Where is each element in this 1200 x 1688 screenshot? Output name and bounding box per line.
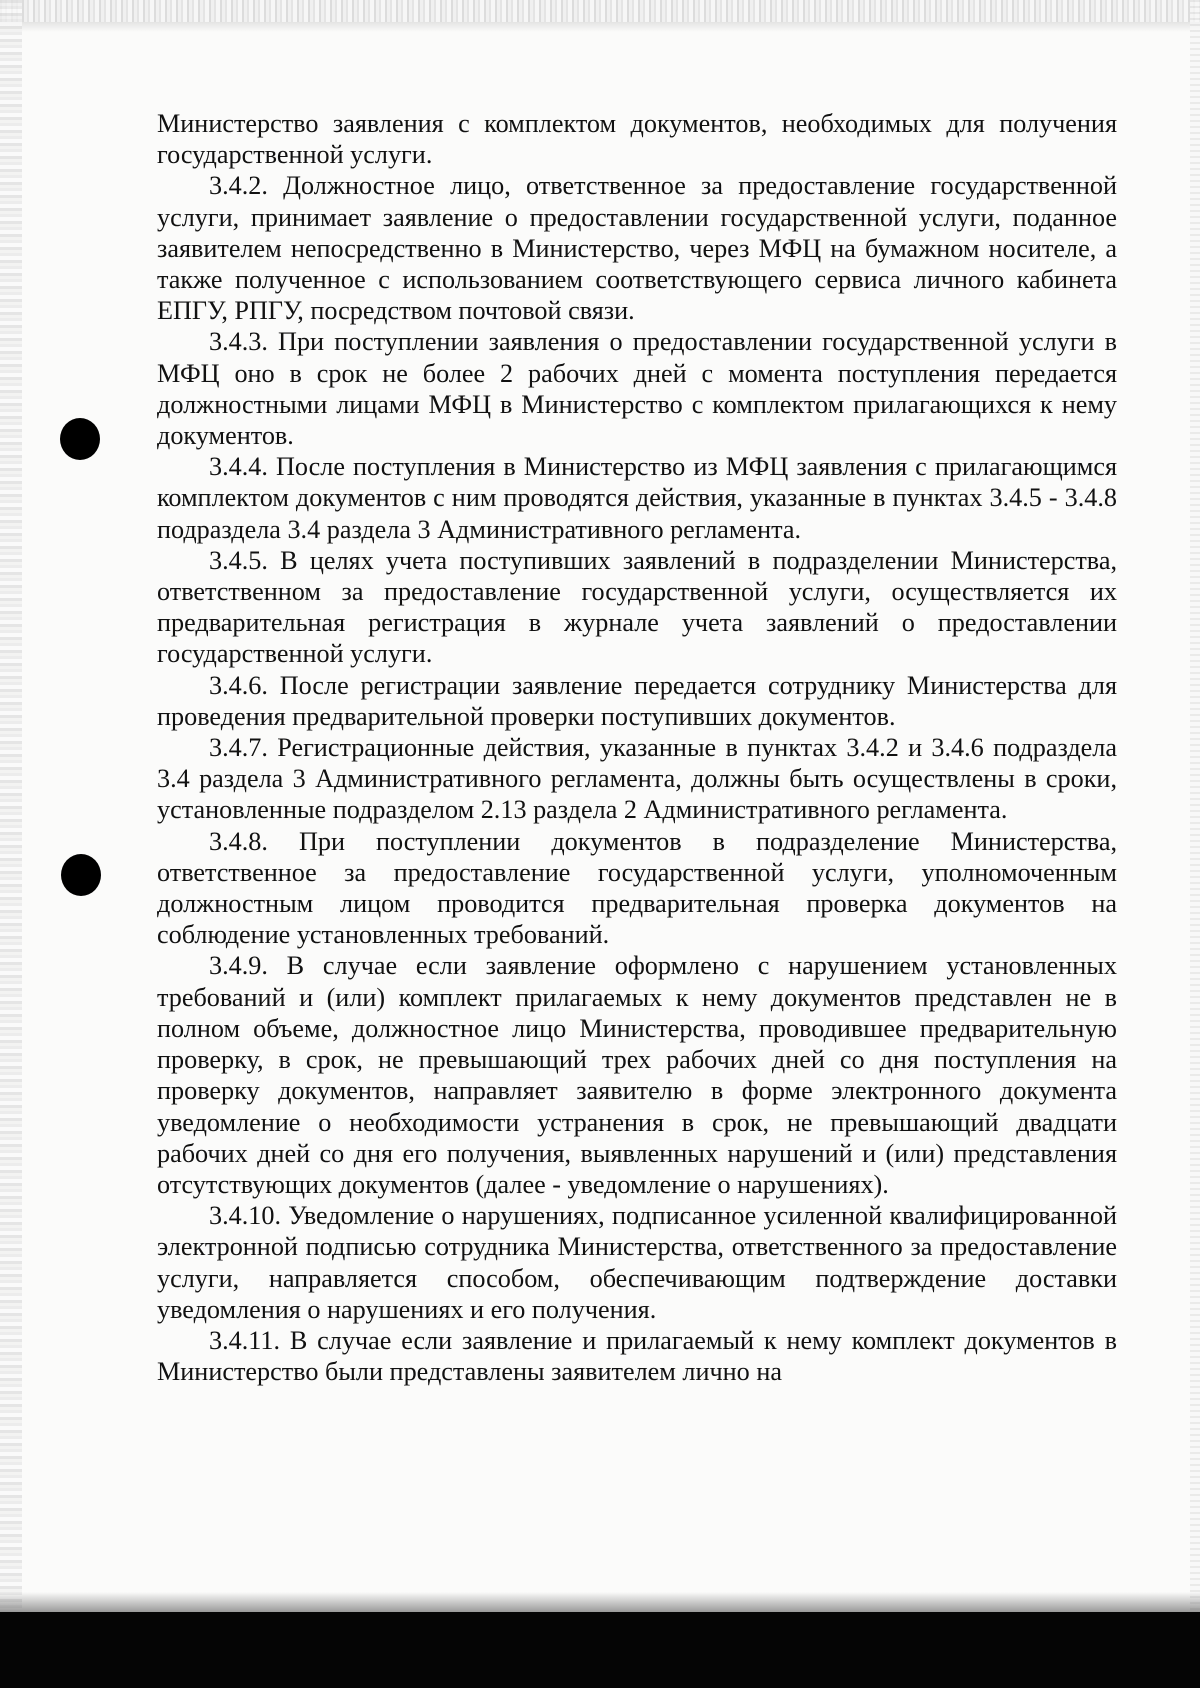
scan-black-band-bottom	[0, 1612, 1200, 1688]
document-body	[157, 108, 1117, 1387]
paragraph-3-4-4: 3.4.4. После поступления в Министерство из МФЦ заявления с прилагающимся комплектом документов с ним проводятся действия, указанные в пунктах 3.4.5 - 3.4.8 подраздела 3.4 раздела 3 Административного регламента.	[157, 452, 1117, 544]
paragraph-3-4-9: 3.4.9. В случае если заявление оформлено с нарушением установленных требований и (или) комплект прилагаемых к нему документов представлен не в полном объеме, должностное лицо Министерства, проводившее предварительную проверку, в срок, не превышающий трех рабочих дней со дня поступления на проверку документов, направляет заявителю в форме электронного документа уведомление о необходимости устранения в срок, не превышающий двадцати рабочих дней со дня его получения, выявленных нарушений и (или) представления отсутствующих документов (далее - уведомление о нарушениях).	[157, 951, 1117, 1199]
scan-noise-top	[0, 0, 1200, 22]
punch-hole-lower	[61, 854, 101, 896]
paragraph-continuation: Министерство заявления с комплектом документов, необходимых для получения государственной услуги.	[157, 109, 1117, 170]
paragraph-3-4-6: 3.4.6. После регистрации заявление передается сотруднику Министерства для проведения предварительной проверки поступивших документов.	[157, 670, 1117, 731]
scan-shadow-top	[0, 22, 1200, 32]
paragraph-3-4-2: 3.4.2. Должностное лицо, ответственное за предоставление государственной услуги, принимает заявление о предоставлении государственной услуги, поданное заявителем непосредственно в Министерство, через МФЦ на бумажном носителе, а также полученное с использованием соответствующего сервиса личного кабинета ЕПГУ, РПГУ, посредством почтовой связи.	[157, 171, 1117, 326]
paragraph-3-4-10: 3.4.10. Уведомление о нарушениях, подписанное усиленной квалифицированной электронной подписью сотрудника Министерства, ответственного за предоставление услуги, направляется способом, обеспечивающим подтверждение доставки уведомления о нарушениях и его получения.	[157, 1201, 1117, 1324]
paragraph-3-4-5: 3.4.5. В целях учета поступивших заявлений в подразделении Министерства, ответственном за предоставление государственной услуги, осуществляется их предварительная регистрация в журнале учета заявлений о предоставлении государственной услуги.	[157, 545, 1117, 669]
paragraph-3-4-8: 3.4.8. При поступлении документов в подразделение Министерства, ответственное за предоставление государственной услуги, уполномоченным должностным лицом проводится предварительная проверка документов на соблюдение установленных требований.	[157, 826, 1117, 950]
paragraph-3-4-3: 3.4.3. При поступлении заявления о предоставлении государственной услуги в МФЦ оно в срок не более 2 рабочих дней с момента поступления передается должностными лицами МФЦ в Министерство с комплектом прилагающихся к нему документов.	[157, 327, 1117, 451]
scan-noise-left	[0, 0, 22, 1688]
paragraph-3-4-7: 3.4.7. Регистрационные действия, указанные в пунктах 3.4.2 и 3.4.6 подраздела 3.4 раздела 3 Административного регламента, должны быть осуществлены в сроки, установленные подразделом 2.13 раздела 2 Административного регламента.	[157, 733, 1117, 825]
scan-shadow-bottom	[0, 1592, 1200, 1612]
paragraph-3-4-11: 3.4.11. В случае если заявление и прилагаемый к нему комплект документов в Министерство были представлены заявителем лично на	[157, 1325, 1117, 1387]
punch-hole-upper	[60, 418, 100, 460]
scan-noise-right	[1190, 0, 1200, 1610]
